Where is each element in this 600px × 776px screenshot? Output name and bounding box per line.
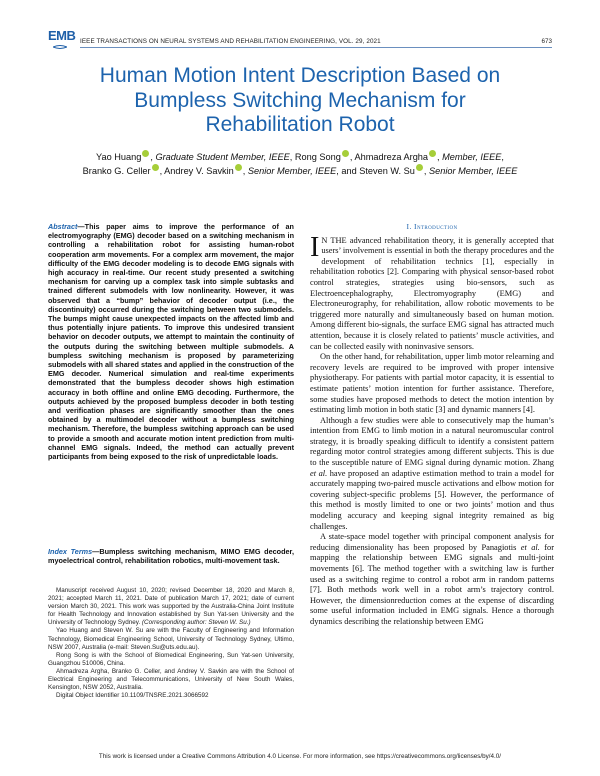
title-line: Bumpless Switching Mechanism for [134,88,466,112]
corresponding-author: (Corresponding author: Steven W. Su.) [140,619,251,627]
orcid-icon[interactable] [235,164,242,171]
footnote-affiliation: Yao Huang and Steven W. Su are with the Faculty of Engineering and Information Technology, Biomedical Engineering School, University of Technology Sydney, Ultimo, NSW 2007, Australia (e-mail: Steven.Su@uts.edu.au). [48,627,294,651]
author-membership: Member, IEEE [442,152,502,162]
paper-title [40,64,560,138]
section-heading: I. Introduction [406,222,458,231]
footnote-affiliation: Rong Song is with the School of Biomedical Engineering, Sun Yat-sen University, Guangzhou 510006, China. [48,651,294,667]
author-line-2 [30,164,570,178]
author-line-1 [30,150,570,164]
footnote-doi: Digital Object Identifier 10.1109/TNSRE.2021.3066592 [56,692,209,700]
intro-paragraph [310,416,554,533]
abstract-label: Abstract [48,222,78,231]
paragraph-text: A state-space model together with principal component analysis for reducing dimensionality has been proposed by Panagiotis [310,532,554,552]
paragraph-text: N THE advanced rehabilitation theory, it is generally accepted that users’ involvement is essential in both the therapy procedures and the development of rehabilitation technics [1], especially in rehabilitation robotics [2]. Comparing with physical sensor-based robot control strategies, strategies using bio-sensors, such as Electroencephalography, Electromyography (EMG) and Electroneurography, for rehabilitation, allow robotic movements to be triggered more naturally and simultaneously based on human motion. Among different bio-signals, the surface EMG signal has attracted much attention, because it is closely related to patients’ muscle activities, and can be collected easily with noninvasive sensors. [310,235,554,351]
separator: , [242,166,248,176]
orcid-icon[interactable] [429,150,436,157]
intro-paragraph [310,532,554,627]
license-notice: This work is licensed under a Creative Commons Attribution 4.0 License. For more information, see https://creativecommons.org/licenses/by/4.0/ [98,753,502,760]
et-al: et al. [310,468,328,478]
index-terms-text: —Bumpless switching mechanism, MIMO EMG decoder, myoelectrical control, rehabilitation robotics, multi-movement task. [48,547,294,566]
index-terms-label: Index Terms [48,547,93,556]
page-number: 673 [541,38,552,45]
footnote-text: Manuscript received August 10, 2020; revised December 18, 2020 and March 8, 2021; accepted March 11, 2021. Date of publication March 17, 2021; date of current version March 30, 2021. This work was supported by the Australia-China Joint Institute for Health Technology and Innovation established by Sun Yat-sen University and the University of Technology Sydney. [48,587,294,627]
title-line: Human Motion Intent Description Based on [99,64,501,87]
author-membership: Graduate Student Member, IEEE [155,152,290,162]
intro-paragraph: On the other hand, for rehabilitation, upper limb motor relearning and recovery levels are required to be improved with proper intensive physiotherapy. For patients with partial motor capacity, it is essential to estimate patients’ motion intention for further assistance. Therefore, some studies have proposed methods to detect the motion intention by estimating limb motion in both static [3] and dynamic manners [4]. [310,352,554,415]
author-list [30,150,570,178]
author-name: , Andrey V. Savkin [159,166,234,176]
author-name: , Ahmadreza Argha [349,152,429,162]
embs-logo-text: EMB [48,28,76,43]
paragraph-text: have proposed an adaptive estimation method to train a model for accurately mapping two-paired muscle activations and elbow motion for covering subject-specific problems [5]. However, the performance of this method is mostly limited to one or two joints’ motion and thus modeling accuracy and keeping signal integrity remained as big challenges. [310,468,555,531]
orcid-icon[interactable] [142,150,149,157]
et-al: et al. [520,542,540,552]
separator: , [423,166,430,176]
index-terms [48,547,294,565]
author-name: , Rong Song [289,152,341,162]
footnote-affiliation: Ahmadreza Argha, Branko G. Celler, and Andrey V. Savkin are with the School of Electrical Engineering and Telecommunications, University of New South Wales, Kensington, NSW 2052, Australia. [48,667,294,692]
author-name: Yao Huang [96,152,142,162]
orcid-icon[interactable] [152,164,159,171]
author-name: Branko G. Celler [82,166,151,176]
author-membership: Senior Member, IEEE [247,166,337,176]
separator: , [150,152,156,162]
first-page-footnote [48,587,294,700]
embs-logo-swoosh [53,44,67,50]
drop-cap: I [310,231,320,263]
abstract-text: —This paper aims to improve the performance of an electromyography (EMG) decoder based on a switching mechanism in controlling a rehabilitation robot for assisting human-robot cooperation arm movements. For a complex arm movement, the major difficulty of the EMG decoder modeling is to decode EMG signals with high accuracy in real-time. Our recent study presented a switching mechanism for carving up a complex task into simple subtasks and trained different submodels with low nonlinearity. However, it was observed that a “bump” behavior of decoder output (i.e., the discontinuity) occurred during the switching between two submodels. The bumps might cause unexpected impacts on the affected limb and thus potentially injure patients. To improve this undesired transient behavior on decoder outputs, we attempt to maintain the continuity of the outputs during the switching between multiple submodels. A bumpless switching mechanism is proposed by parameterizing submodels with all shared states and applied in the construction of the EMG decoder. Numerical simulation and real-time experiments demonstrated that the bumpless decoder shows high estimation accuracy in both offline and online EMG decoding. Furthermore, the outputs achieved by the proposed bumpless decoder in both testing and verification phases are significantly smoother than the ones obtained by a multimodel decoder without a bumpless switching mechanism. Therefore, the bumpless switching approach can be used to provide a smooth and accurate motion intent prediction from multi-channel EMG signals. Indeed, the method can actually prevent participants from being exposed to the risk of unpredictable loads. [48,222,294,462]
journal-header: IEEE TRANSACTIONS ON NEURAL SYSTEMS AND REHABILITATION ENGINEERING, VOL. 29, 2021 [80,38,381,45]
paragraph-text: Although a few studies were able to consecutively map the human’s intention from EMG to limb motion in a natural neuromuscular control strategy, it is broadly speaking difficult to identify a consistent pattern regarding motor control strategies among different subjects. This is due to the susceptible nature of EMG signal during dynamic motion. Zhang [310,415,554,468]
separator: , [437,152,443,162]
paragraph-text: for mapping the relationship between EMG signals and multi-joint movements [6]. The method together with a switching law is further used as a switching regime to control a robot arm in random patterns [7]. Both methods work well in a robot arm’s trajectory control. However, the dimensionreduction comes at the expense of discarding some useful information included in EMG signals. Hence a thorough dynamics describing the relationship between EMG [310,542,555,626]
intro-paragraph [310,231,554,353]
header-rule [80,47,552,48]
introduction-section [310,222,554,628]
orcid-icon[interactable] [342,150,349,157]
author-membership: Senior Member, IEEE [429,166,518,176]
author-name: , and Steven W. Su [336,166,415,176]
footnote-manuscript [48,587,294,627]
separator: , [501,152,504,162]
orcid-icon[interactable] [416,164,423,171]
abstract [48,222,294,461]
title-line: Rehabilitation Robot [205,113,395,136]
